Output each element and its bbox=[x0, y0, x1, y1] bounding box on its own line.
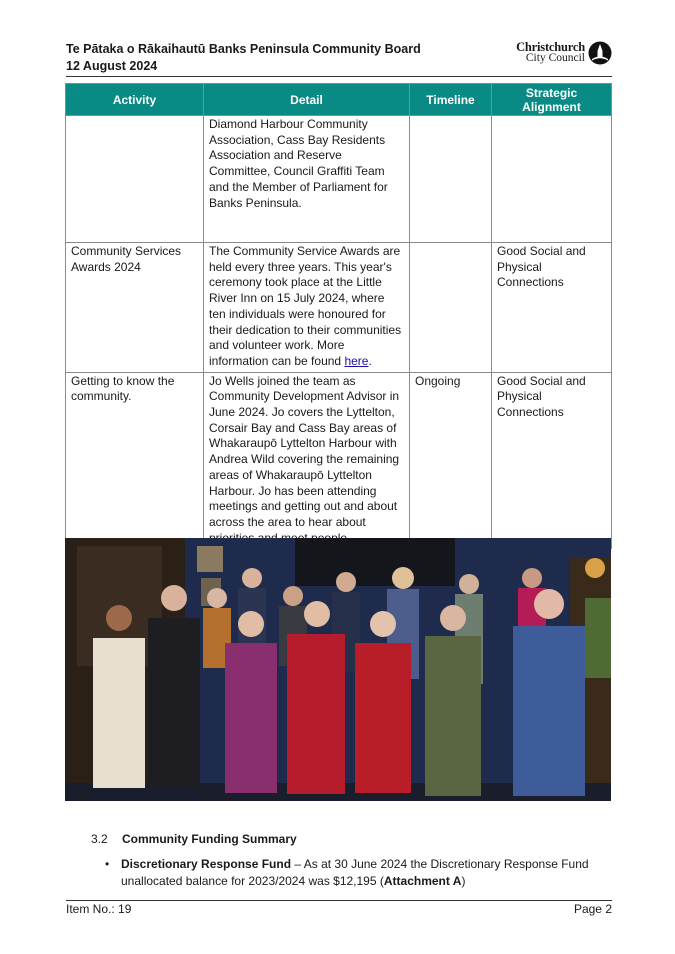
page-header bbox=[66, 41, 612, 75]
item-number: Item No.: 19 bbox=[66, 902, 132, 916]
activity-table bbox=[65, 83, 612, 549]
fund-name: Discretionary Response Fund bbox=[121, 857, 292, 871]
table-row bbox=[66, 243, 612, 373]
logo-line-1: Christchurch bbox=[516, 40, 585, 54]
table-row bbox=[66, 116, 612, 243]
cell-detail: Jo Wells joined the team as Community Development Advisor in June 2024. Jo covers the Lyttelton, Corsair Bay and Cass Bay areas of Whakaraupō Lyttelton Harbour with Andrea Wild covering the remaining areas of Whakaraupō Lyttelton Harbour. Jo has been attending meetings and getting out and about across the area to hear about bbox=[204, 372, 410, 549]
detail-end: . bbox=[368, 353, 372, 368]
fund-description: – As at 30 June 2024 the Discretionary Response Fund unallocated balance for 2023/2024 was $12,195 ( bbox=[121, 857, 589, 888]
cell-alignment: Good Social and Physical Connections bbox=[492, 372, 612, 549]
table-header-row bbox=[66, 84, 612, 116]
cathedral-logo-icon bbox=[588, 41, 612, 65]
cell-timeline bbox=[410, 116, 492, 243]
cell-detail bbox=[204, 243, 410, 373]
more-information-link[interactable]: here bbox=[344, 353, 369, 368]
footer-divider bbox=[66, 900, 612, 901]
section-number: 3.2 bbox=[91, 832, 108, 846]
cell-alignment bbox=[492, 116, 612, 243]
logo-line-2: City Council bbox=[525, 52, 585, 64]
header-divider bbox=[66, 76, 612, 77]
attachment-reference: Attachment A bbox=[383, 873, 462, 888]
col-header-detail: Detail bbox=[204, 84, 410, 116]
group-photo bbox=[65, 538, 611, 801]
detail-text: The Community Service Awards are held every three years. This year's ceremony took place at the Little River Inn on 15 July 2024, where ten individuals were honoured for their dedication to their communities and volunteer work. More information can be found bbox=[209, 244, 402, 368]
page-number: Page 2 bbox=[573, 902, 612, 916]
council-logo bbox=[516, 41, 612, 65]
col-header-activity: Activity bbox=[66, 84, 204, 116]
page-footer bbox=[66, 902, 612, 917]
cell-activity: Getting to know the community. bbox=[66, 372, 204, 549]
cell-timeline bbox=[410, 243, 492, 373]
cell-timeline: Ongoing bbox=[410, 372, 492, 549]
col-header-strategic-alignment: Strategic Alignment bbox=[492, 84, 612, 116]
cell-activity: Community Services Awards 2024 bbox=[66, 243, 204, 373]
cell-alignment: Good Social and Physical Connections bbox=[492, 243, 612, 373]
meeting-date: 12 August 2024 bbox=[66, 59, 158, 73]
funding-bullet bbox=[105, 856, 591, 889]
group-photo-illustration bbox=[65, 538, 611, 801]
bullet-dot-icon: • bbox=[105, 857, 110, 871]
bullet-end: ) bbox=[461, 873, 466, 888]
cell-detail: Diamond Harbour Community Association, Cass Bay Residents Association and Reserve Committee, Council Graffiti Team and the Member of Parliament for Banks Peninsula. bbox=[204, 116, 410, 243]
section-title: Community Funding Summary bbox=[122, 832, 297, 846]
cell-activity bbox=[66, 116, 204, 243]
table-row bbox=[66, 372, 612, 549]
board-title: Te Pātaka o Rākaihautū Banks Peninsula Community Board bbox=[66, 42, 421, 56]
col-header-timeline: Timeline bbox=[410, 84, 492, 116]
